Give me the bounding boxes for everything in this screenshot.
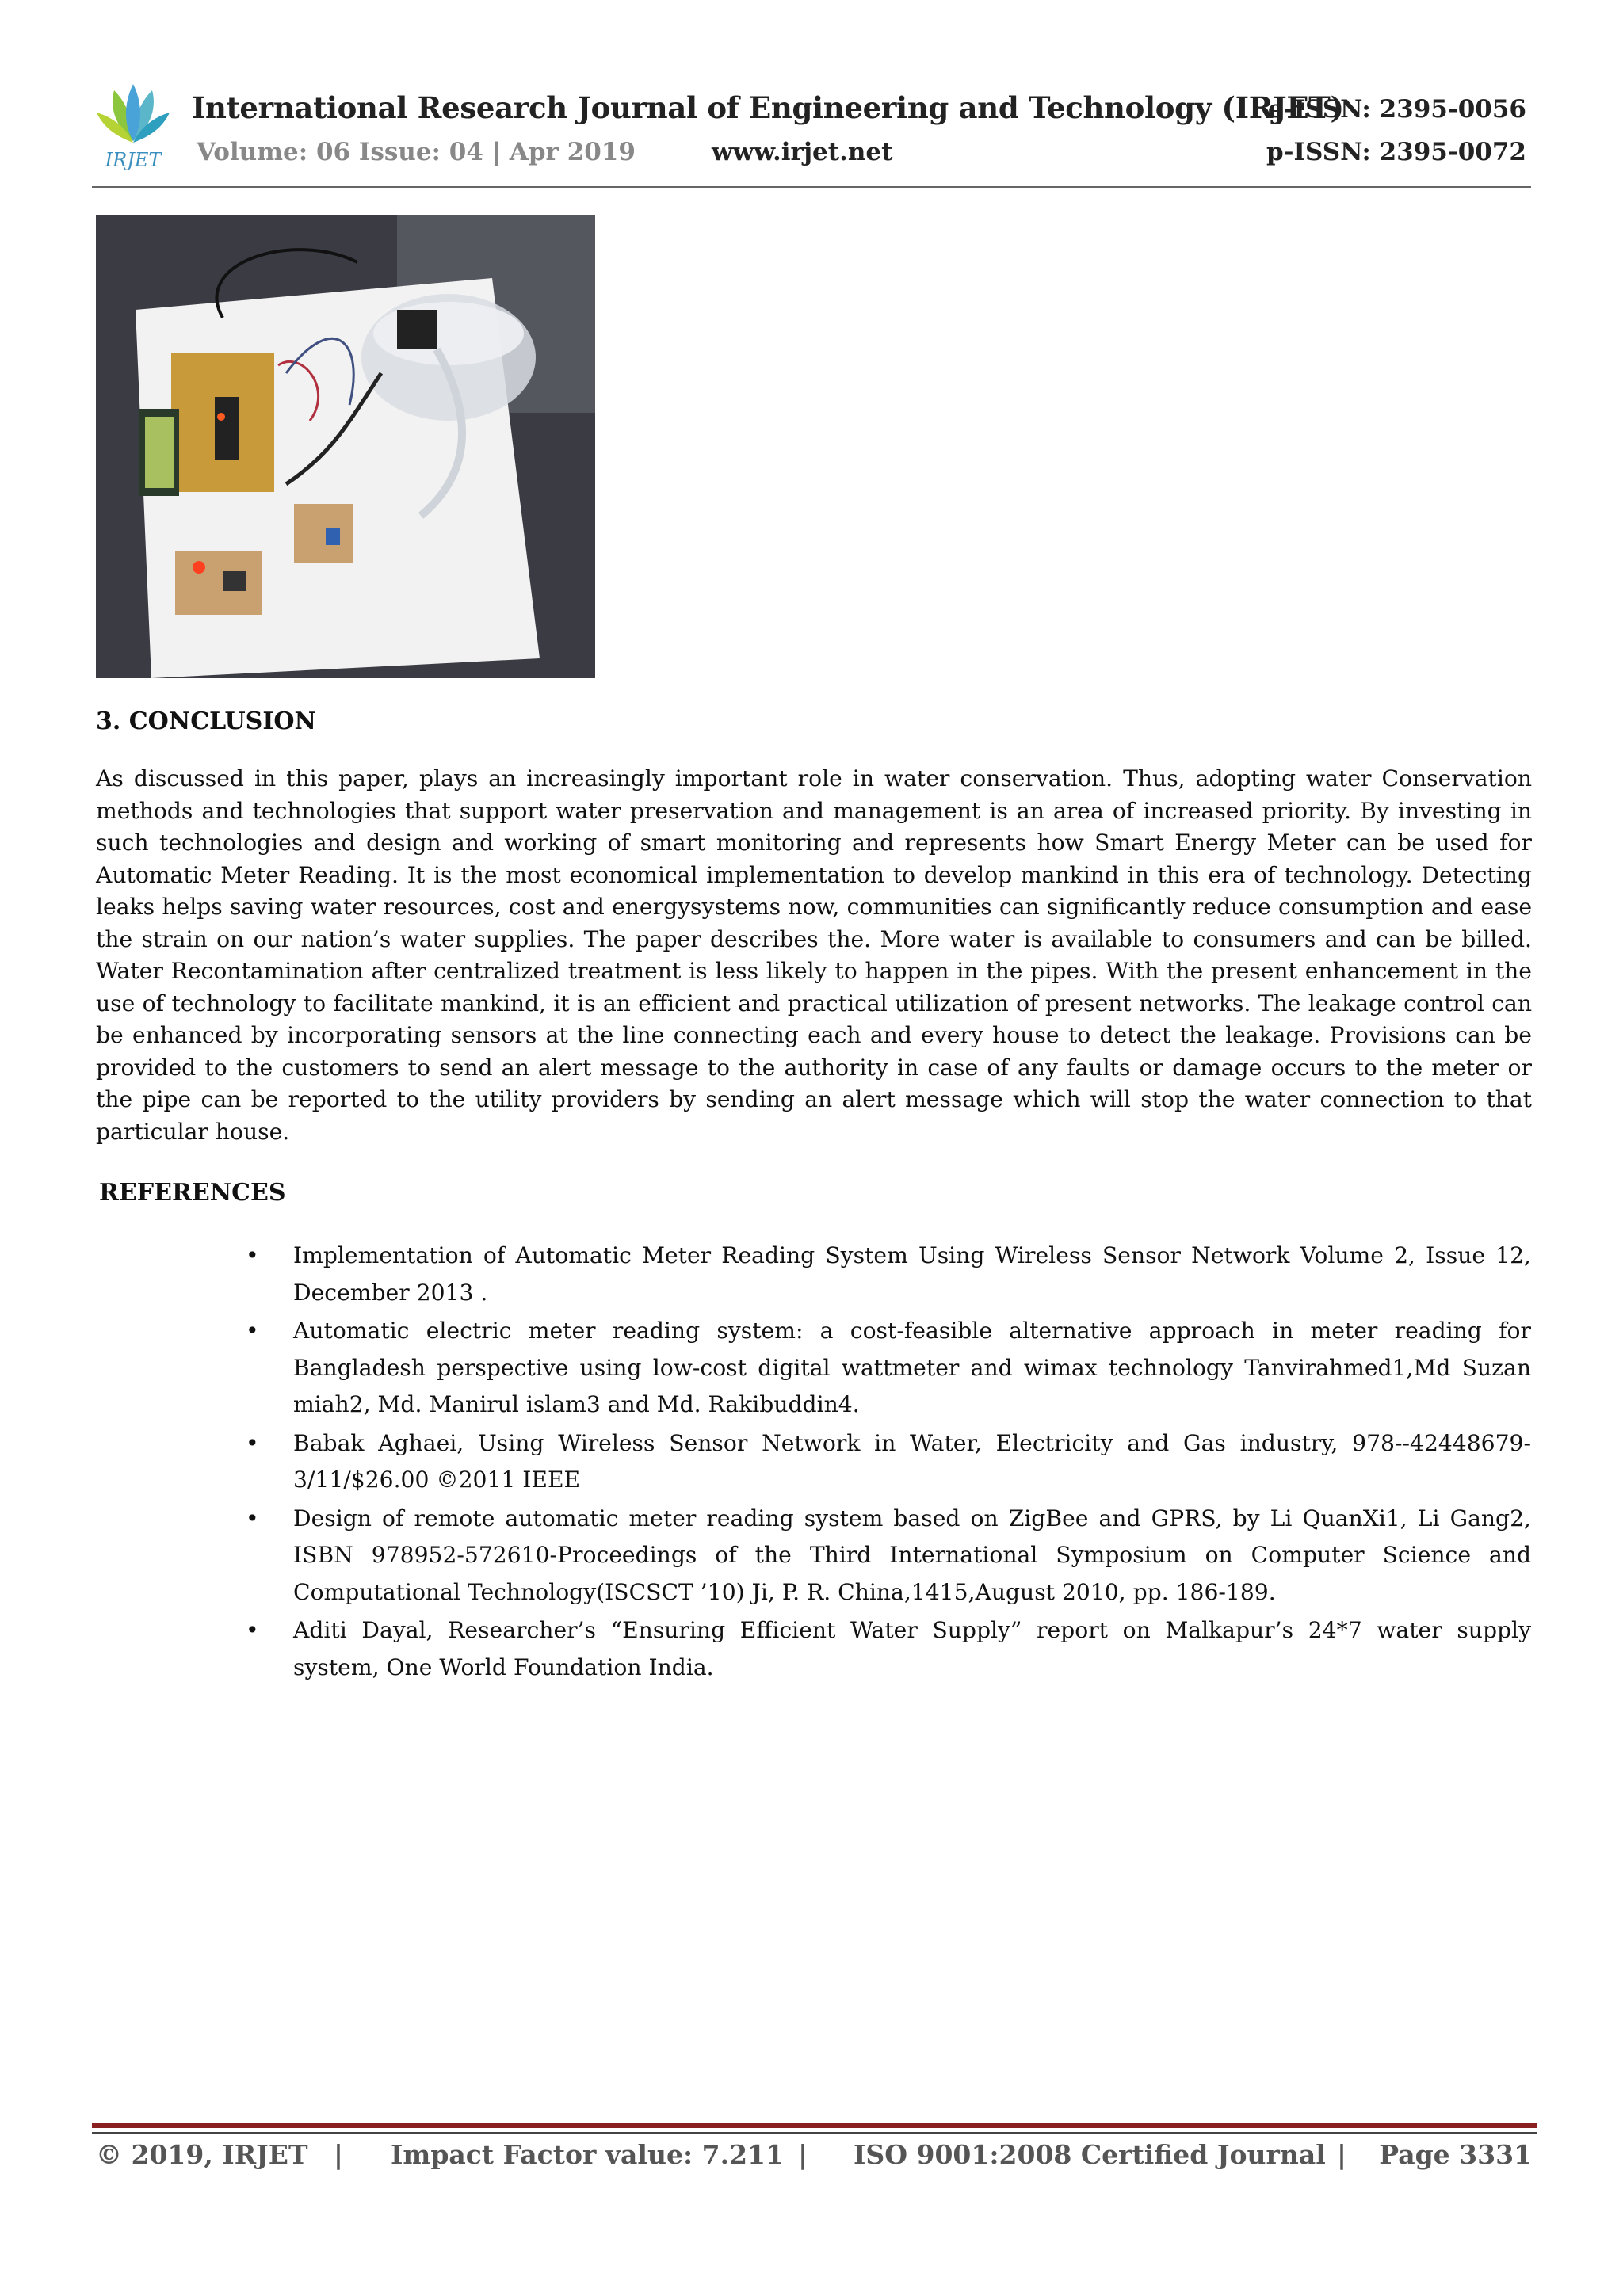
bullet-icon: •: [246, 1242, 259, 1268]
e-issn: e-ISSN: 2395-0056: [1267, 95, 1526, 124]
leaf-icon: [97, 84, 170, 143]
references-heading: REFERENCES: [99, 1179, 286, 1207]
volume-issue: Volume: 06 Issue: 04 | Apr 2019: [197, 138, 636, 166]
page-header: [92, 73, 1531, 192]
bullet-icon: •: [246, 1617, 259, 1643]
reference-text: Aditi Dayal, Researcher’s “Ensuring Efficient Water Supply” report on Malkapur’s 24*7 water supply system, One World Foundation India.: [293, 1617, 1531, 1680]
sensor-pcb: [175, 551, 262, 615]
prototype-photo: [96, 215, 595, 678]
reference-item: [246, 1501, 1531, 1611]
page-footer: [96, 2139, 1532, 2179]
footer-divider-thick: [92, 2123, 1537, 2128]
relay-pcb: [294, 504, 353, 563]
bullet-icon: •: [246, 1318, 259, 1344]
footer-divider-thin: [92, 2132, 1537, 2134]
conclusion-paragraph: As discussed in this paper, plays an increasingly important role in water conservation. Thus, adopting water Conservation methods and technologies that support water preservation and management is an area of increased priority. By investing in such technologies and design and working of smart monitoring and represents how Smart Energy Meter can be used for Automatic Meter Reading. It is the most economical implementation to develop mankind in this era of technology. Detecting leaks helps saving water resources, cost and energysystems now, communities can significantly reduce consumption and ease the strain on our nation’s water supplies. The paper describes the. More water is available to consumers and can be billed. Water Recontamination after centralized treatment is less likely to happen in the pipes. With the present enhancement in the use of technology to facilitate mankind, it is an efficient and practical utilization of present networks. The leakage control can be enhanced by incorporating sensors at the line connecting each and every house to detect the leakage. Provisions can be provided to the customers to send an alert message to the authority in case of any faults or damage occurs to the meter or the pipe can be reported to the utility providers by sending an alert message which will stop the water connection to that particular house.: [96, 765, 1532, 1145]
footer-iso: ISO 9001:2008 Certified Journal: [854, 2139, 1326, 2170]
header-divider: [92, 186, 1531, 188]
irjet-logo: [92, 79, 174, 173]
conclusion-heading: 3. CONCLUSION: [96, 707, 316, 735]
reference-text: Design of remote automatic meter reading system based on ZigBee and GPRS, by Li QuanXi1, Li Gang2, ISBN 978952-572610-Proceedings of the Third International Symposium on Computer Science and Computational Technology(ISCSCT ’10) Ji, P. R. China,1415,August 2010, pp. 186-189.: [293, 1505, 1531, 1605]
reference-item: [246, 1425, 1531, 1499]
bullet-icon: •: [246, 1429, 259, 1456]
reference-item: [246, 1313, 1531, 1424]
references-list: [246, 1238, 1531, 1688]
bullet-icon: •: [246, 1505, 259, 1531]
p-issn: p-ISSN: 2395-0072: [1266, 138, 1526, 166]
footer-separator: |: [1337, 2139, 1347, 2170]
logo-text: IRJET: [105, 149, 162, 171]
reference-item: [246, 1612, 1531, 1686]
pump: [397, 310, 437, 349]
footer-separator: |: [334, 2139, 344, 2170]
footer-separator: |: [798, 2139, 808, 2170]
reference-item: [246, 1238, 1531, 1311]
reference-text: Babak Aghaei, Using Wireless Sensor Network in Water, Electricity and Gas industry, 978--42448679-3/11/$26.00 ©2011 IEEE: [293, 1429, 1531, 1493]
journal-website[interactable]: www.irjet.net: [712, 138, 893, 166]
footer-page-number: Page 3331: [1379, 2139, 1532, 2170]
footer-impact-factor: Impact Factor value: 7.211: [391, 2139, 784, 2170]
footer-copyright: © 2019, IRJET: [96, 2139, 308, 2170]
reference-text: Implementation of Automatic Meter Reading System Using Wireless Sensor Network Volume 2, Issue 12, December 2013 .: [293, 1242, 1531, 1306]
reference-text: Automatic electric meter reading system: a cost-feasible alternative approach in meter reading for Bangladesh perspective using low-cost digital wattmeter and wimax technology Tanvirahmed1,Md Suzan miah2, Md. Manirul islam3 and Md. Rakibuddin4.: [293, 1318, 1531, 1417]
journal-title: International Research Journal of Engineering and Technology (IRJET): [192, 90, 1344, 125]
